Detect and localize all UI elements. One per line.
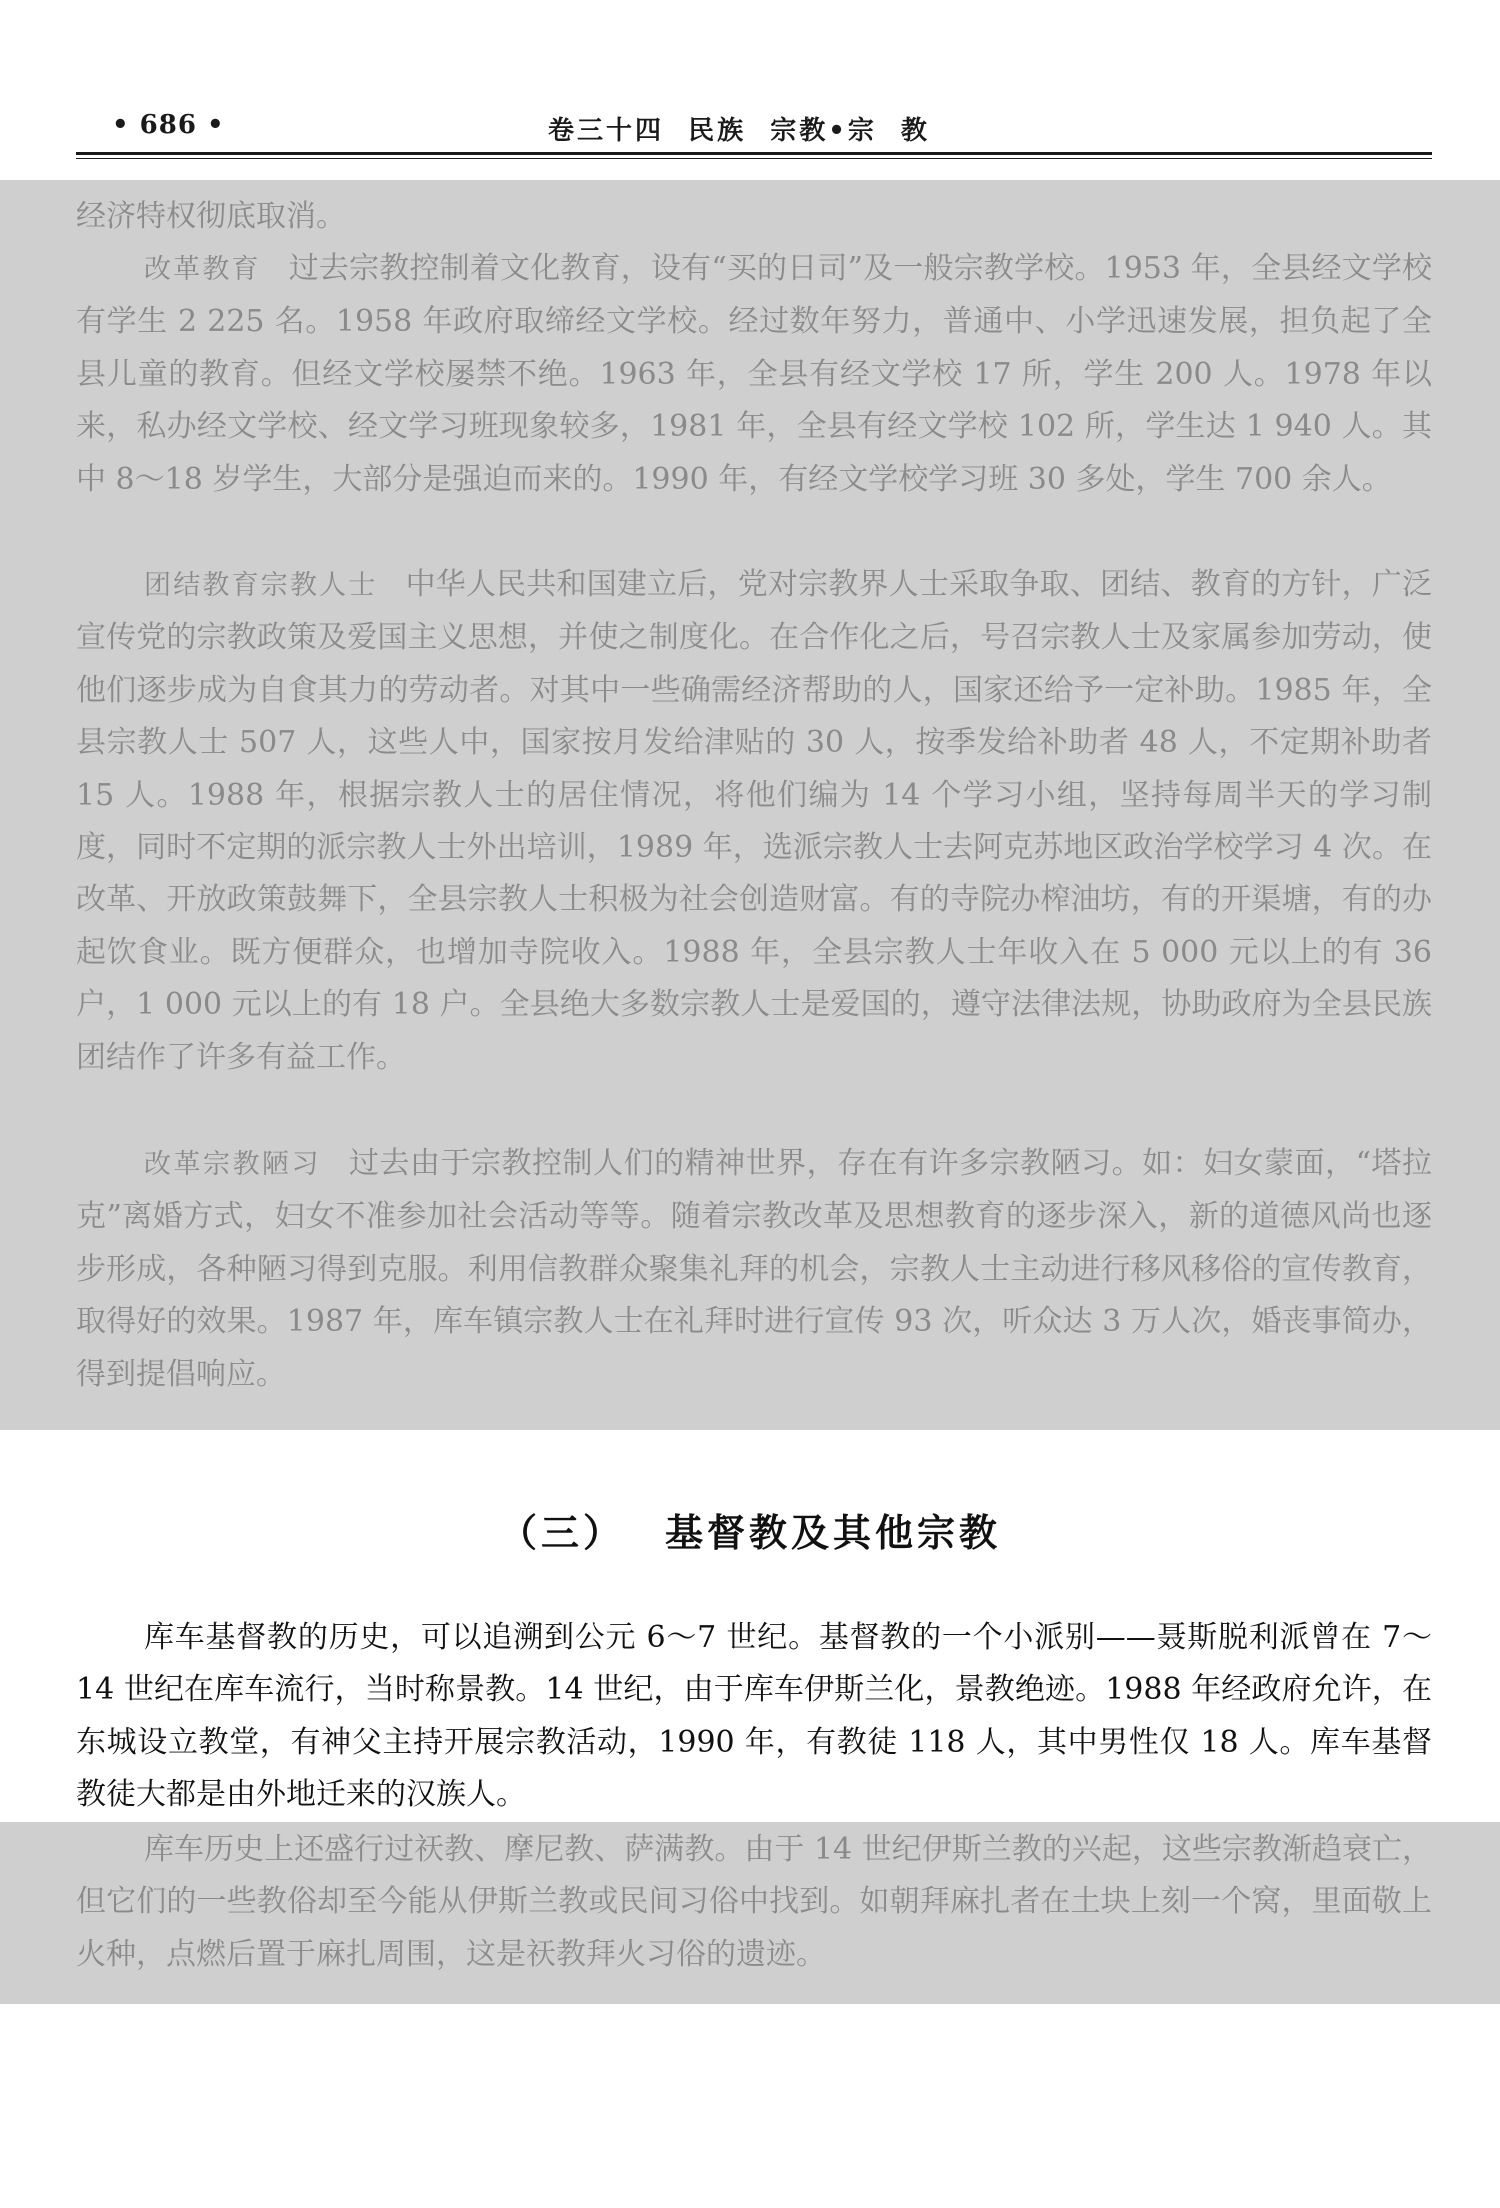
running-title: 卷三十四 民族 宗教•宗 教 [548, 116, 930, 146]
paragraph-christianity [76, 1612, 1432, 1822]
paragraph-continuation [76, 191, 1432, 243]
paragraph-reform-education [76, 243, 1432, 506]
header-rule-thin [76, 158, 1432, 159]
page-number: • 686 • [112, 110, 225, 140]
paragraph-text: 过去宗教控制着文化教育，设有“买的日司”及一般宗教学校。1953 年，全县经文学校有学生 2 225 名。1958 年政府取缔经文学校。经过数年努力，普通中、小学迅速发展，担负起了全县儿童的教育。但经文学校屡禁不绝。1963 年，全县有经文学校 17 所，学生 200 人。1978 年以来，私办经文学校、经文学习班现象较多，1981 年，全县有经文学校 102 所，学生达 1 940 人。其中 8～18 岁学生，大部分是强迫而来的。1990 年，有经文学校学习班 30 多处，学生 700 余人。 [76, 251, 1433, 497]
paragraph-text: 库车基督教的历史，可以追溯到公元 6～7 世纪。基督教的一个小派别——聂斯脱利派曾在 7～14 世纪在库车流行，当时称景教。14 世纪，由于库车伊斯兰化，景教绝迹。1988 年经政府允许，在东城设立教堂，有神父主持开展宗教活动，1990 年，有教徒 118 人，其中男性仅 18 人。库车基督教徒大都是由外地迁来的汉族人。 [76, 1620, 1432, 1813]
paragraph-text: 经济特权彻底取消。 [76, 199, 346, 234]
paragraph-unite-religious-figures [76, 559, 1432, 1084]
paragraph-heading: 改革教育 [144, 254, 261, 285]
section-title: 基督教及其他宗教 [665, 1510, 1002, 1555]
section-heading [0, 1502, 1500, 1557]
page-header [76, 100, 1432, 150]
paragraph-text: 中华人民共和国建立后，党对宗教界人士采取争取、团结、教育的方针，广泛宣传党的宗教政策及爱国主义思想，并使之制度化。在合作化之后，号召宗教人士及家属参加劳动，使他们逐步成为自食其力的劳动者。对其中一些确需经济帮助的人，国家还给予一定补助。1985 年，全县宗教人士 507 人，这些人中，国家按月发给津贴的 30 人，按季发给补助者 48 人，不定期补助者 15 人。1988 年，根据宗教人士的居住情况，将他们编为 14 个学习小组，坚持每周半天的学习制度，同时不定期的派宗教人士外出培训，1989 年，选派宗教人士去阿克苏地区政治学校学习 4 次。在改革、开放政策鼓舞下，全县宗教人士积极为社会创造财富。有的寺院办榨油坊，有的开渠塘，有的办起饮食业。既方便群众，也增加寺院收入。1988 年，全县宗教人士年收入在 5 000 元以上的有 36 户，1 000 元以上的有 18 户。全县绝大多数宗教人士是爱国的，遵守法律法规，协助政府为全县民族团结作了许多有益工作。 [76, 567, 1433, 1075]
paragraph-heading: 团结教育宗教人士 [144, 570, 378, 601]
paragraph-other-religions [76, 1824, 1432, 1981]
paragraph-heading: 改革宗教陋习 [144, 1149, 322, 1180]
paragraph-reform-customs [76, 1138, 1432, 1401]
paragraph-text: 过去由于宗教控制人们的精神世界，存在有许多宗教陋习。如：妇女蒙面，“塔拉克”离婚方式，妇女不准参加社会活动等等。随着宗教改革及思想教育的逐步深入，新的道德风尚也逐步形成，各种陋习得到克服。利用信教群众聚集礼拜的机会，宗教人士主动进行移风移俗的宣传教育，取得好的效果。1987 年，库车镇宗教人士在礼拜时进行宣传 93 次，听众达 3 万人次，婚丧事简办，得到提倡响应。 [76, 1146, 1433, 1392]
section-number: （三） [498, 1510, 625, 1555]
header-rule-thick [76, 152, 1432, 155]
paragraph-text: 库车历史上还盛行过祆教、摩尼教、萨满教。由于 14 世纪伊斯兰教的兴起，这些宗教渐趋衰亡，但它们的一些教俗却至今能从伊斯兰教或民间习俗中找到。如朝拜麻扎者在土块上刻一个窝，里面敬上火种，点燃后置于麻扎周围，这是祆教拜火习俗的遗迹。 [76, 1832, 1432, 1972]
